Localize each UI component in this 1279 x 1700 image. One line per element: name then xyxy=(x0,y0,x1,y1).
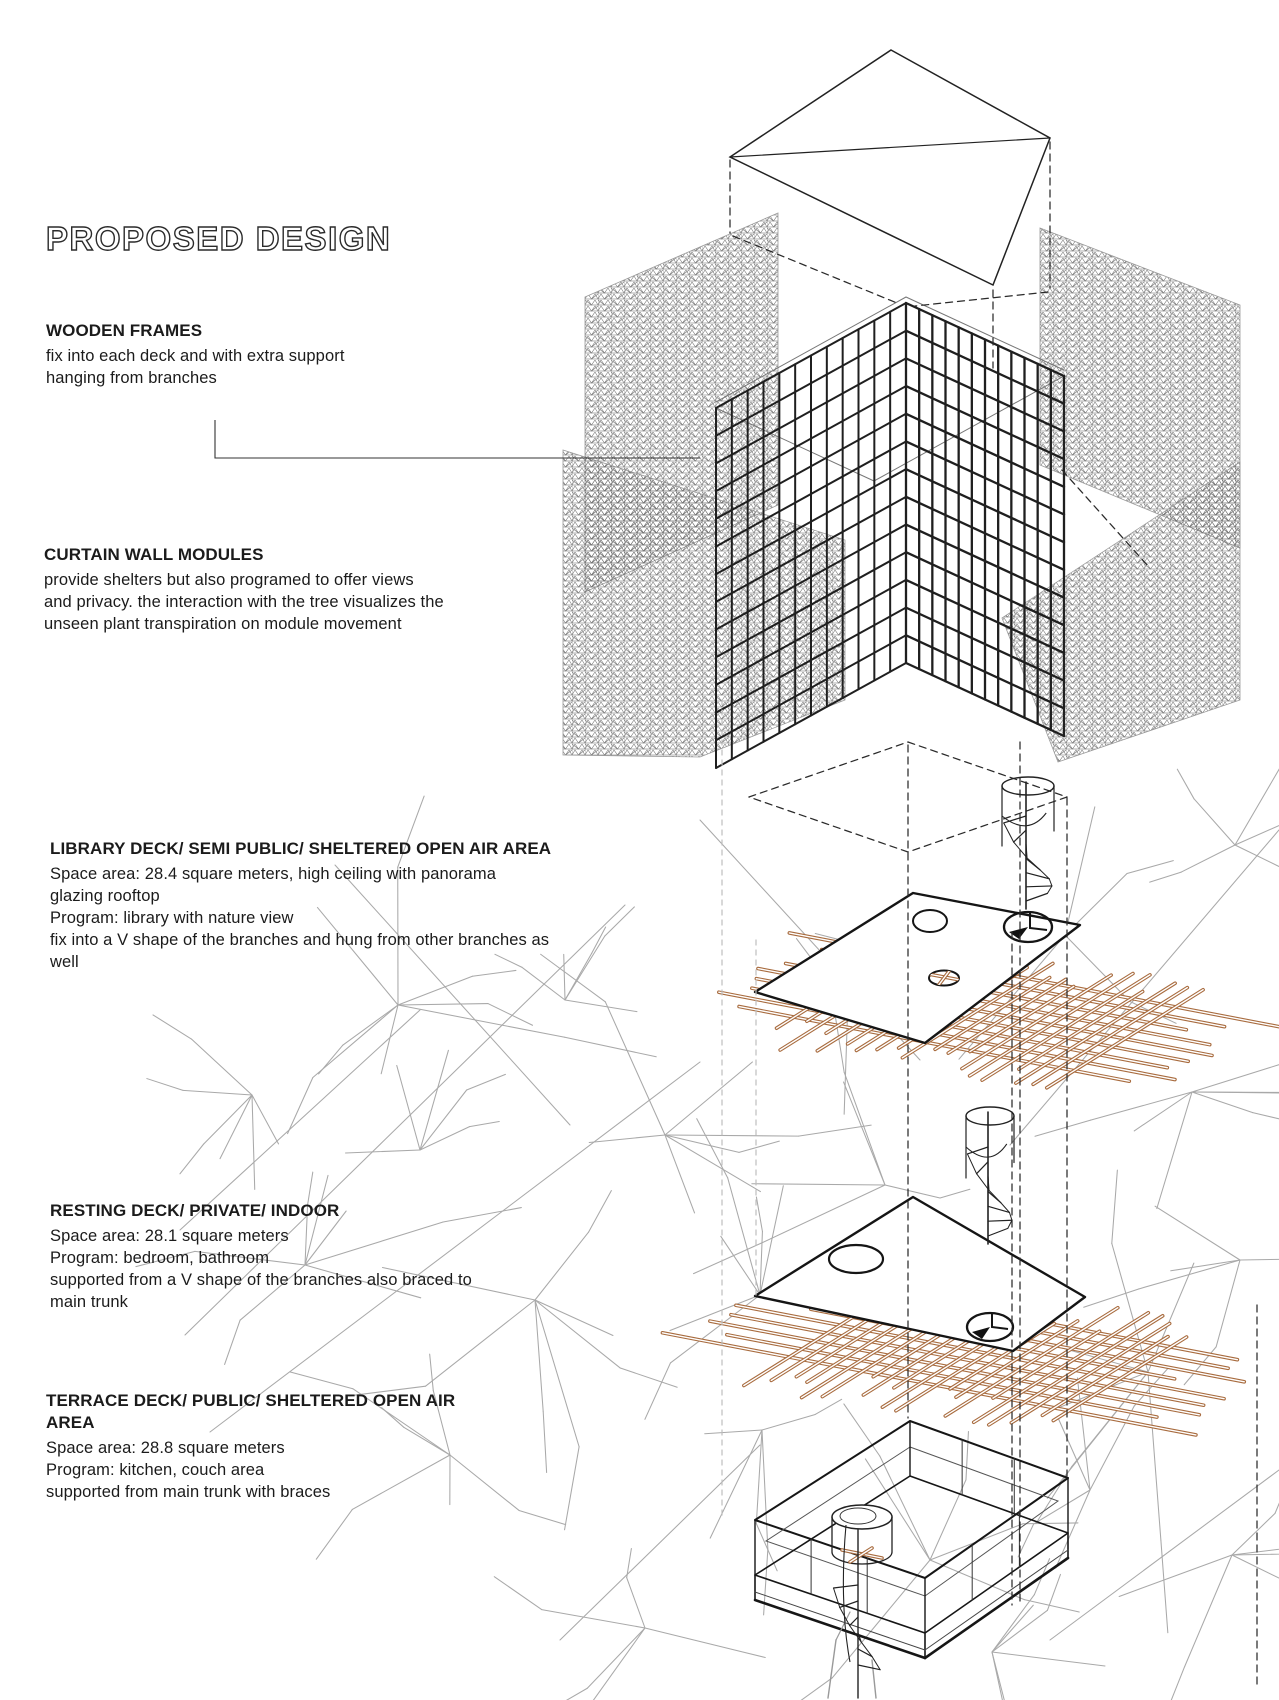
annotation-curtain-wall-modules xyxy=(44,544,504,635)
curtain-wall-panels xyxy=(563,213,1240,762)
annotation-library-deck xyxy=(50,838,598,973)
annotation-line: supported from a V shape of the branches also braced to xyxy=(50,1271,472,1289)
annotation-line: fix into a V shape of the branches and hung from other branches as xyxy=(50,931,550,949)
annotation-line: glazing rooftop xyxy=(50,887,160,905)
annotation-title: LIBRARY DECK/ SEMI PUBLIC/ SHELTERED OPEN AIR AREA xyxy=(50,839,552,858)
annotation-line: unseen plant transpiration on module movement xyxy=(44,615,402,633)
page-title: PROPOSED DESIGN xyxy=(46,220,392,257)
annotation-line: Program: kitchen, couch area xyxy=(46,1461,265,1479)
terrace-deck xyxy=(755,1421,1068,1698)
annotation-line: hanging from branches xyxy=(46,369,217,387)
annotation-line: fix into each deck and with extra support xyxy=(46,347,345,365)
annotation-line: supported from main trunk with braces xyxy=(46,1483,331,1501)
annotation-line: Space area: 28.8 square meters xyxy=(46,1439,285,1457)
annotation-line: Program: bedroom, bathroom xyxy=(50,1249,270,1267)
annotation-resting-deck xyxy=(50,1200,550,1313)
annotation-title: TERRACE DECK/ PUBLIC/ SHELTERED OPEN AIR AREA xyxy=(46,1391,456,1432)
annotation-line: and privacy. the interaction with the tree visualizes the xyxy=(44,593,444,611)
annotation-title: RESTING DECK/ PRIVATE/ INDOOR xyxy=(50,1201,340,1220)
annotation-title: CURTAIN WALL MODULES xyxy=(44,545,264,564)
annotation-terrace-deck xyxy=(46,1390,480,1503)
annotation-line: Space area: 28.4 square meters, high ceiling with panorama xyxy=(50,865,497,883)
annotation-line: provide shelters but also programed to offer views xyxy=(44,571,414,589)
annotation-line: Space area: 28.1 square meters xyxy=(50,1227,289,1245)
annotation-title: WOODEN FRAMES xyxy=(46,321,203,340)
annotation-line: well xyxy=(50,953,79,971)
annotation-line: Program: library with nature view xyxy=(50,909,294,927)
annotation-line: main trunk xyxy=(50,1293,129,1311)
annotation-wooden-frames xyxy=(46,320,426,389)
